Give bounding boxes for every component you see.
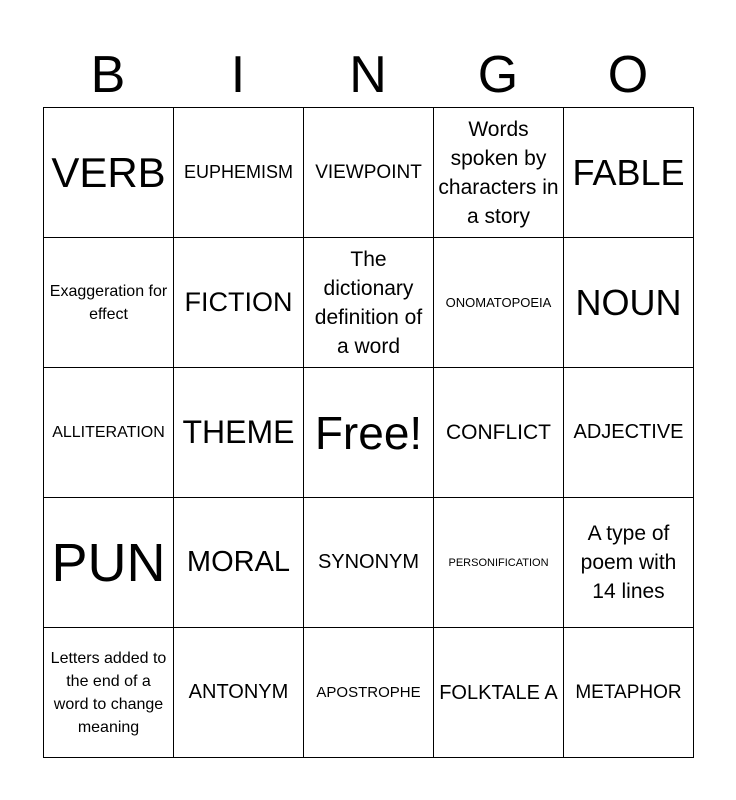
bingo-cell[interactable]: Letters added to the end of a word to change meaning [44,628,174,758]
board-row [44,368,694,498]
header-letter-i: I [230,46,246,104]
bingo-cell[interactable]: ADJECTIVE [564,368,694,498]
bingo-cell[interactable]: METAPHOR [564,628,694,758]
bingo-header [43,44,693,106]
bingo-cell[interactable]: NOUN [564,238,694,368]
bingo-cell[interactable]: ANTONYM [174,628,304,758]
header-letter-b: B [90,46,126,104]
bingo-cell[interactable]: ONOMATOPOEIA [434,238,564,368]
bingo-cell[interactable]: FICTION [174,238,304,368]
header-letter-o: O [607,46,649,104]
board-row [44,108,694,238]
bingo-cell[interactable]: Words spoken by characters in a story [434,108,564,238]
board-row [44,238,694,368]
bingo-cell[interactable]: PERSONIFICATION [434,498,564,628]
bingo-cell[interactable]: SYNONYM [304,498,434,628]
board-row [44,628,694,758]
bingo-cell[interactable]: MORAL [174,498,304,628]
board-row [44,498,694,628]
bingo-cell[interactable]: APOSTROPHE [304,628,434,758]
header-letter-g: G [477,46,519,104]
bingo-cell[interactable]: PUN [44,498,174,628]
bingo-cell[interactable]: A type of poem with 14 lines [564,498,694,628]
bingo-cell[interactable]: The dictionary definition of a word [304,238,434,368]
bingo-cell[interactable]: THEME [174,368,304,498]
bingo-cell[interactable]: Free! [304,368,434,498]
bingo-cell[interactable]: FABLE [564,108,694,238]
bingo-cell[interactable]: Exaggeration for effect [44,238,174,368]
bingo-board [43,107,694,758]
bingo-cell[interactable]: CONFLICT [434,368,564,498]
bingo-cell[interactable]: EUPHEMISM [174,108,304,238]
bingo-cell[interactable]: VIEWPOINT [304,108,434,238]
header-letter-n: N [349,46,387,104]
bingo-cell[interactable]: FOLKTALE A [434,628,564,758]
bingo-cell[interactable]: ALLITERATION [44,368,174,498]
bingo-cell[interactable]: VERB [44,108,174,238]
